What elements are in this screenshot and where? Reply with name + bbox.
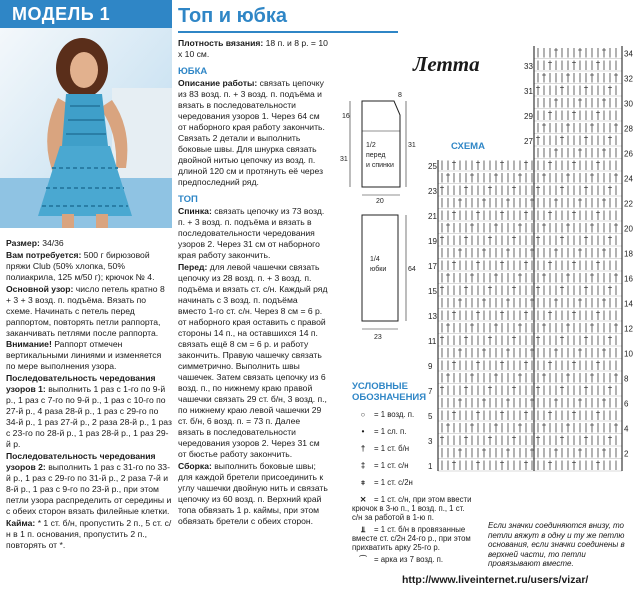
pattern-paragraph: Основной узор: число петель кратно 8 + 3 + 3 возд. п. подъёма. Вязать по схеме. Начинать с петель перед раппортом, повторять петли раппорта, заканчивать петлями после раппорта. Внимание! Раппорт отмечен вертикальными линиями и изменяется по мере выполнения узора.: [6, 284, 165, 371]
legend-text: = 1 ст. с/н: [374, 461, 409, 470]
chart-row-number: 7: [428, 387, 433, 396]
middle-text-column: [178, 38, 328, 528]
top-dim-5: 20: [376, 198, 384, 205]
chart-row-number: 6: [624, 399, 629, 409]
legend-text: = 1 возд. п.: [374, 410, 415, 419]
legend-text: = 1 ст. с/н, при этом ввести крючок в 3-ю п., 1 возд. п., 1 ст. с/н за работой в 1-ю п.: [352, 495, 472, 522]
size-paragraph: Размер: 34/36: [6, 238, 64, 248]
title-divider: [178, 31, 398, 33]
sequence-1-paragraph: Последовательность чередования узоров 1: выполнить 1 раз с 1-го по 9-й р., 1 раз с 7-го по 9-й р., 1 раз с 10-го по 27-й р., 4 раза 28-й р., 1 раз с 29-го по 34-й р., 1 раз 27-й р., 2 раза 28-й р., 1 раз с 23-го по 28-й р., 1 раз 28-й р., 1 раз 29-й р.: [6, 373, 172, 449]
page-title: Топ и юбка: [178, 5, 287, 27]
chart-row-number: 4: [624, 424, 629, 434]
chart-row-number: 29: [524, 112, 533, 121]
edging-paragraph: Кайма: * 1 ст. б/н, пропустить 2 п., 5 ст. с/н в 1 п. основания, пропустить 2 п., повторять от *.: [6, 518, 172, 550]
top-schematic: [340, 92, 416, 205]
chart-row-number: 31: [524, 87, 533, 96]
model-photo-illustration: [0, 28, 172, 228]
legend-item: [352, 495, 472, 522]
skirt-paragraph: Описание работы: связать цепочку из 83 возд. п. + 3 возд. п. подъёма и вязать в последовательности чередования узоров 1. Через 64 см от наборного края работу закончить. Связать 2 детали и выполнить боковые швы. Для шнурка связать двойной нитью цепочку из возд. п. длиной 120 см и протянуть её через предпоследний ряд.: [178, 78, 325, 187]
top-dim-4: 31: [408, 142, 416, 149]
legend-text: = 1 ст. б/н в провязанные вместе ст. с/2н 24-го р., при этом прихватить арку 25-го р.: [352, 525, 471, 552]
chart-row-number: 25: [428, 162, 437, 171]
legend-item: [352, 555, 472, 564]
garment-schematics: [340, 85, 420, 345]
legend-note: Если значки соединяются внизу, то петли вяжут в одну и ту же петлю основания, если значки соединены в верхней части, то петли провязывают вместе.: [488, 521, 625, 568]
top-dim-3: 31: [340, 156, 348, 163]
schema-label: СХЕМА: [451, 141, 485, 152]
legend-text: = 1 ст. б/н: [374, 444, 410, 453]
skirt-heading: ЮБКА: [178, 66, 208, 77]
legend-text: = 1 сл. п.: [374, 427, 407, 436]
chart-row-number: 2: [624, 449, 629, 459]
skirt-dim-height: 64: [408, 266, 416, 273]
website-url: http://www.liveinternet.ru/users/vizar/: [402, 574, 589, 586]
model-photo: [0, 28, 172, 228]
back-paragraph: Спинка: связать цепочку из 73 возд. п. + 3 возд. п. подъёма и вязать в последовательности чередования узоров 2. Через 31 см от наборного края работу закончить.: [178, 206, 325, 260]
legend-symbol-icon: ⧧: [360, 478, 366, 487]
top-dim-2: 8: [398, 92, 402, 99]
legend-item: [352, 478, 472, 487]
model-title: МОДЕЛЬ 1: [12, 4, 111, 24]
legend-title: УСЛОВНЫЕ ОБОЗНАЧЕНИЯ: [352, 381, 427, 403]
chart-row-number: 5: [428, 412, 433, 421]
legend-item: [352, 410, 472, 419]
chart-row-number: 21: [428, 212, 437, 221]
legend-text: = арка из 7 возд. п.: [374, 555, 444, 564]
chart-row-number: 12: [624, 324, 633, 334]
chart-row-number: 8: [624, 374, 629, 384]
chart-row-number: 3: [428, 437, 433, 446]
legend-symbol-icon: ⌒: [359, 555, 367, 564]
legend-text: = 1 ст. с/2н: [374, 478, 413, 487]
chart-row-number: 16: [624, 274, 633, 284]
author-signature: Летта: [413, 52, 480, 76]
chart-row-number: 20: [624, 224, 633, 234]
chart-row-number: 28: [624, 124, 633, 134]
chart-row-number: 27: [524, 137, 533, 146]
legend-symbol-icon: •: [361, 427, 365, 436]
chart-row-number: 1: [428, 462, 433, 471]
left-text-column: [6, 238, 172, 552]
chart-row-number: 32: [624, 74, 633, 84]
materials-paragraph: Вам потребуется: 500 г бирюзовой пряжи Club (50% хлопка, 50% полиакрила, 125 м/50 г); крючок № 4.: [6, 250, 155, 282]
skirt-piece-label: 1/4: [370, 256, 380, 263]
legend-item: [352, 461, 472, 470]
legend-symbol-icon: †: [360, 444, 366, 453]
legend-symbol-icon: ⫫: [360, 525, 366, 534]
chart-row-number: 23: [428, 187, 437, 196]
chart-row-number: 34: [624, 49, 633, 59]
chart-row-number: 33: [524, 62, 533, 71]
assembly-paragraph: Сборка: выполнить боковые швы; для каждой бретели присоединить к углу чашечки двойную нить и связать цепочку из 60 возд. п. Верхний край топа обвязать 1 р. каймы, при этом обвязать бретели с обеих сторон.: [178, 461, 328, 526]
chart-row-number: 17: [428, 262, 437, 271]
sequence-2-paragraph: Последовательность чередования узоров 2: выполнить 1 раз с 31-го по 33-й р., 1 раз с 29-го по 31-й р., 2 раза 7-й и 8-й р., 1 раз с 9-го по 23-й р., при этом петли узора распределить от середины и с обеих сторон вязать филейные клетки.: [6, 451, 172, 516]
legend-symbol-icon: ○: [360, 410, 366, 419]
skirt-schematic: [362, 215, 416, 341]
legend-item: [352, 427, 472, 436]
chart-row-number: 30: [624, 99, 633, 109]
chart-row-number: 22: [624, 199, 633, 209]
legend-symbol-icon: ⨯: [359, 495, 367, 504]
svg-text:перед: перед: [366, 152, 386, 159]
front-paragraph: Перед: для левой чашечки связать цепочку из 28 возд. п. + 3 возд. п. подъёма и вязать ст. с/н. Каждый ряд начинать с 3 возд. п. подъёма вместо 1-го ст. с/н. Через 8 см = 6 р. от наборного края оставить с правой стороны 14 п., на оставшихся 14 п. связать ещё 8 см = 6 р. и работу закончить. Правую чашечку связать симметрично. Выполнить швы чашечек. Затем связать цепочку из 6 возд. п., по нижнему краю правой чашечки связать 29 ст. б/н, 3 возд. п., по нижнему краю левой чашечки 29 ст. б/н, 6 возд. п. = 73 п. Далее вязать в последовательности чередования узоров 2. Через 31 см от бюстье работу закончить.: [178, 262, 328, 459]
density-paragraph: Плотность вязания: 18 п. и 8 р. = 10 x 10 см.: [178, 38, 328, 59]
chart-row-number: 15: [428, 287, 437, 296]
chart-row-number: 13: [428, 312, 437, 321]
chart-row-number: 11: [428, 337, 437, 346]
top-heading: ТОП: [178, 194, 198, 205]
chart-row-number: 24: [624, 174, 633, 184]
legend-symbol-icon: ‡: [360, 461, 366, 470]
svg-text:юбки: юбки: [370, 266, 387, 273]
chart-row-number: 26: [624, 149, 633, 159]
chart-row-number: 9: [428, 362, 433, 371]
chart-row-number: 14: [624, 299, 633, 309]
top-piece-label: 1/2: [366, 142, 376, 149]
top-dim-1: 16: [342, 113, 350, 120]
legend-item: [352, 525, 472, 552]
chart-row-number: 19: [428, 237, 437, 246]
skirt-dim-width: 23: [374, 334, 382, 341]
chart-row-number: 10: [624, 349, 633, 359]
legend-item: [352, 444, 472, 453]
svg-text:и спинки: и спинки: [366, 162, 394, 169]
chart-row-number: 18: [624, 249, 633, 259]
